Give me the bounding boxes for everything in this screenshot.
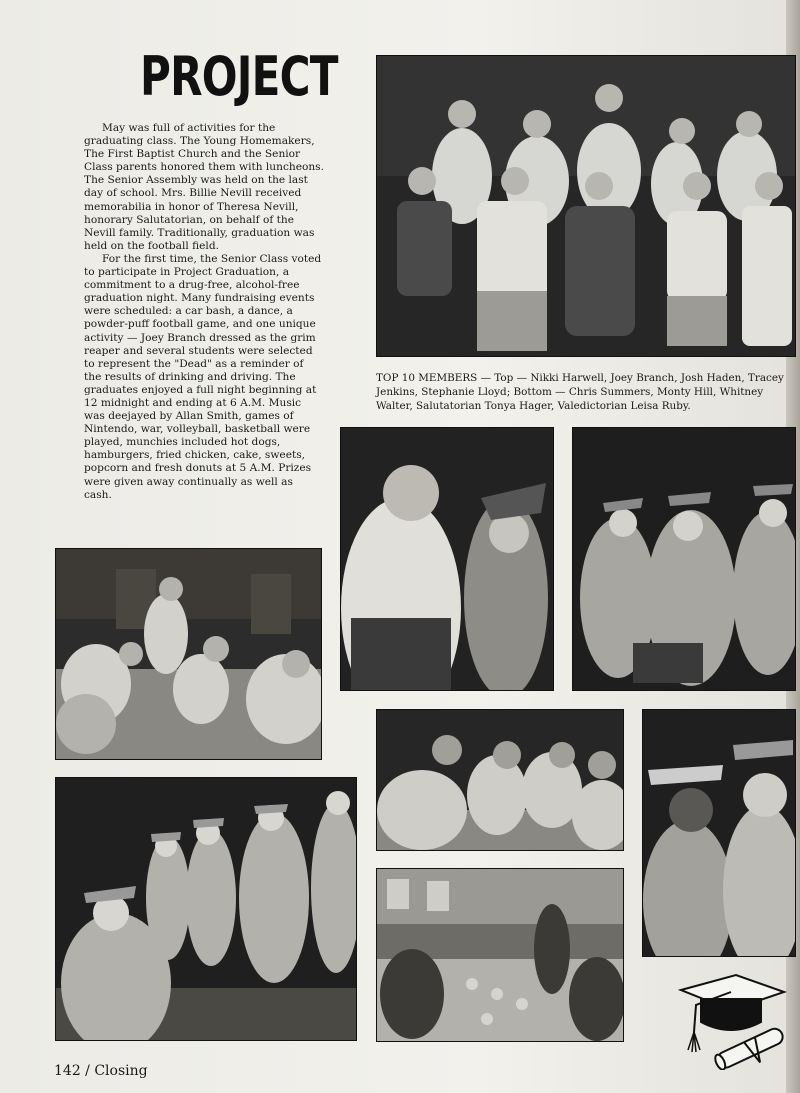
photo-two-graduates <box>642 709 796 957</box>
photo-top-10-members <box>376 55 796 357</box>
photo-graduation-meal <box>55 548 322 760</box>
photo-caption: TOP 10 MEMBERS — Top — Nikki Harwell, Joey Branch, Josh Haden, Tracey Jenkins, Stephanie Lloyd; Bottom — Chris Summers, Monty Hill, Whitney Walter, Salutatorian Tonya Hager, Valedictorian Leisa Ruby. <box>376 372 784 412</box>
photo-cafeteria-tables <box>376 868 624 1042</box>
photo-seated-graduates <box>572 427 796 691</box>
page-title: PROJECT <box>140 45 338 108</box>
article-paragraph-1: May was full of activities for the graduating class. The Young Homemakers, The First Baptist Church and the Senior Class parents honored them with luncheons. The Senior Assembly was held on the last day of school. Mrs. Billie Nevill received memorabilia in honor of Theresa Nevill, honorary Salutatorian, on behalf of the Nevill family. Traditionally, graduation was held on the football field. <box>84 122 324 252</box>
photo-graduates-processional <box>55 777 357 1041</box>
photo-graduate-hug <box>340 427 554 691</box>
graduation-cap-icon <box>676 970 788 1070</box>
photo-students-playing-games <box>376 709 624 851</box>
article-paragraph-2: For the first time, the Senior Class voted to participate in Project Graduation, a commitment to a drug-free, alcohol-free graduation night. Many fundraising events were scheduled: a car bash, a dance, a powder-puff football game, and one unique activity — Joey Branch dressed as the grim reaper and several students were selected to represent the "Dead" as a reminder of the results of drinking and driving. The graduates enjoyed a full night beginning at 12 midnight and ending at 6 A.M. Music was deejayed by Allan Smith, games of Nintendo, war, volleyball, basketball were played, munchies included hot dogs, hamburgers, fried chicken, cake, sweets, popcorn and fresh donuts at 5 A.M. Prizes were given away continually as well as cash. <box>84 252 322 501</box>
page-folio: 142 / Closing <box>54 1063 148 1079</box>
article-body <box>84 122 324 502</box>
